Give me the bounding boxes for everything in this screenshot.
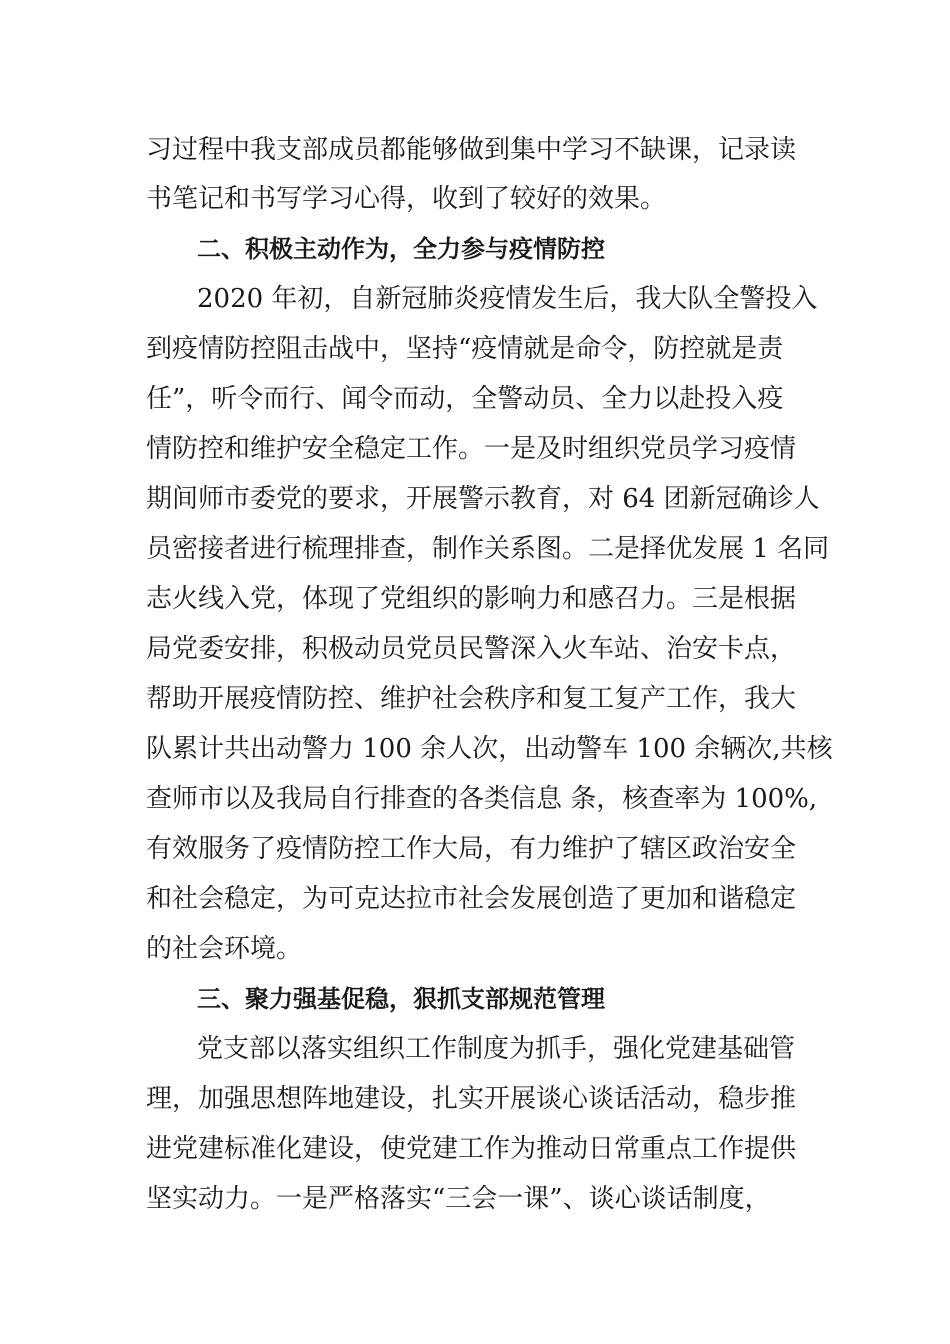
body-line: 的社会环境。 <box>146 934 303 964</box>
body-line: 到疫情防控阻击战中，坚持“疫情就是命令，防控就是责 <box>146 334 784 364</box>
body-line: 查师市以及我局自行排查的各类信息 条，核查率为 100%, <box>146 784 818 814</box>
body-line: 局党委安排，积极动员党员民警深入火车站、治安卡点， <box>146 634 797 664</box>
body-line: 期间师市委党的要求，开展警示教育，对 64 团新冠确诊人 <box>146 484 820 514</box>
body-line: 志火线入党，体现了党组织的影响力和感召力。三是根据 <box>146 584 797 614</box>
body-line: 任”，听令而行、闻令而动，全警动员、全力以赴投入疫 <box>146 384 784 414</box>
body-line: 有效服务了疫情防控工作大局，有力维护了辖区政治安全 <box>146 834 797 864</box>
body-line: 队累计共出动警力 100 余人次，出动警车 100 余辆次,共核 <box>146 734 833 764</box>
body-line: 情防控和维护安全稳定工作。一是及时组织党员学习疫情 <box>146 434 797 464</box>
body-line: 书笔记和书写学习心得，收到了较好的效果。 <box>146 184 667 214</box>
body-line: 和社会稳定，为可克达拉市社会发展创造了更加和谐稳定 <box>146 884 797 914</box>
body-line: 党支部以落实组织工作制度为抓手，强化党建基础管 <box>197 1034 796 1064</box>
body-line: 帮助开展疫情防控、维护社会秩序和复工复产工作，我大 <box>146 684 797 714</box>
body-line: 习过程中我支部成员都能够做到集中学习不缺课，记录读 <box>146 135 797 165</box>
section-heading: 二、积极主动作为，全力参与疫情防控 <box>197 235 605 263</box>
body-line: 坚实动力。一是严格落实“三会一课”、谈心谈话制度， <box>146 1184 771 1214</box>
section-heading: 三、聚力强基促稳，狠抓支部规范管理 <box>197 985 605 1013</box>
body-line: 进党建标准化建设，使党建工作为推动日常重点工作提供 <box>146 1134 797 1164</box>
body-line: 员密接者进行梳理排查，制作关系图。二是择优发展 1 名同 <box>146 534 830 564</box>
body-line: 理，加强思想阵地建设，扎实开展谈心谈话活动，稳步推 <box>146 1084 797 1114</box>
body-line: 2020 年初，自新冠肺炎疫情发生后，我大队全警投入 <box>197 284 818 314</box>
